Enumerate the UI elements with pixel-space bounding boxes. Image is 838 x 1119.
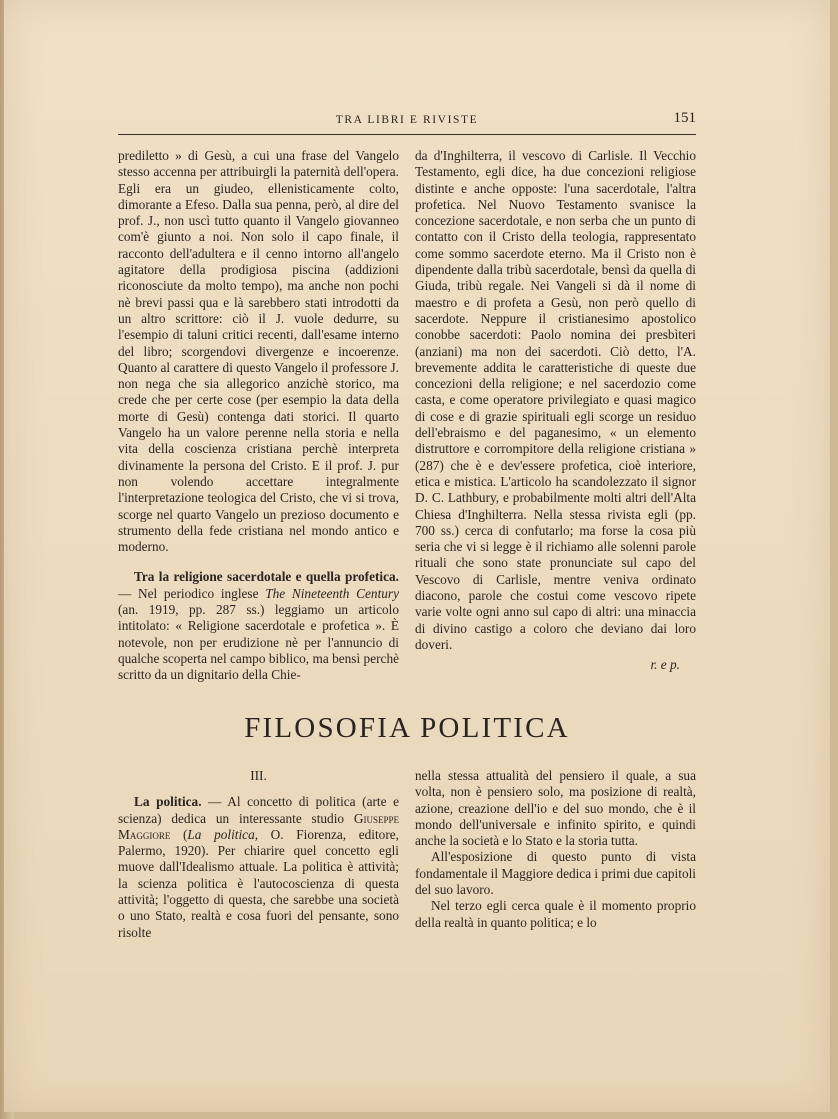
section-title: FILOSOFIA POLITICA bbox=[244, 712, 570, 744]
paragraph-heading: Tra la religione sacerdotale e quella profetica. bbox=[134, 569, 399, 585]
journal-title: The Nineteenth Century bbox=[265, 585, 399, 601]
section-number: III. bbox=[250, 768, 267, 783]
page-header bbox=[118, 108, 696, 135]
paragraph: nella stessa attualità del pensiero il quale, a sua volta, non è pensiero solo, ma posizione di realtà, azione, creazione dell'io e del suo mondo, che è il mondo dell'universale e infinito spirito, e quindi anche la società e lo Stato e la storia tutta. bbox=[415, 768, 696, 849]
paragraph: Nel terzo egli cerca quale è il momento proprio della realtà in quanto politica; e lo bbox=[415, 898, 696, 930]
paragraph bbox=[118, 794, 399, 941]
paragraph: da d'Inghilterra, il vescovo di Carlisle. Il Vecchio Testamento, egli dice, ha due concezioni religiose distinte e anche opposte: l'una sacerdotale, l'altra profetica. Nel Nuovo Testamento svanisce la concezione sacerdotale, e non serba che un punto di contatto con il Cristo della teologia, rappresentato come sommo sacerdote eterno. Ma il Cristo non è dipendente dalla tribù sacerdotale, bensì da quella di Giuda, tribù regale. Nei Vangeli si dà il nome di maestro e di profeta a Gesù, non però quello di sacerdote. Neppure il cristianesimo apostolico conobbe sacerdoti: Paolo nomina dei presbìteri (anziani) ma non dei sacerdoti. Ciò detto, l'A. brevemente addita le caratteristiche di queste due concezioni della religione; e nel sacerdozio come casta, e come operatore privilegiato e quasi magico di cose e di grazie spirituali egli scorge un residuo dell'ebraismo e del paganesimo, « un elemento distruttore e corrompitore della religione cristiana » (287) che è e dev'essere profetica, cioè interiore, etica e mistica. L'articolo ha scandolezzato il signor D. C. Lathbury, e probabilmente molti altri dell'Alta Chiesa d'Inghilterra. Nella stessa rivista egli (pp. 700 ss.) cerca di confutarlo; ma forse la cosa più seria che vi si legge è il richiamo alle solenni parole rituali che sono state pronunciate sul capo del Vescovo di Carlisle, mentre veniva ordinato diacono, parole che costui come vescovo ripete varie volte ogni anno sul capo di altri: una minaccia di divino castigo a coloro che deviano dai loro doveri. bbox=[415, 148, 696, 652]
text-run: (an. 1919, pp. 287 ss.) leggiamo un articolo intitolato: « Religione sacerdotale e profetica ». È notevole, non per erudizione nè per l'annuncio di qualche scoperta nel campo biblico, ma bensì perchè scritto da un dignitario della Chie- bbox=[118, 602, 399, 683]
text-run: — Nel periodico inglese bbox=[118, 585, 266, 601]
right-column-top bbox=[415, 148, 696, 674]
page-number: 151 bbox=[673, 110, 696, 126]
right-column-bottom bbox=[415, 768, 696, 931]
paragraph-heading: La politica. bbox=[134, 794, 202, 810]
text-run: , O. Fiorenza, editore, Palermo, 1920). Per chiarire quel concetto egli muove dall'Idealismo attuale. La politica è attività; la scienza politica è l'autocoscienza di questa attività; l'oggetto di questa, che sarebbe una società o uno Stato, realtà e cosa fuori del pensante, sono risolte bbox=[118, 826, 399, 940]
text-run: ( bbox=[170, 826, 188, 842]
paragraph bbox=[118, 569, 399, 683]
left-column-top bbox=[118, 148, 399, 684]
author-signature: r. e p. bbox=[650, 657, 680, 673]
author-name: Giuseppe Maggiore bbox=[118, 810, 399, 842]
running-title: TRA LIBRI E RIVISTE bbox=[335, 114, 479, 126]
book-title: La politica bbox=[187, 826, 255, 842]
paragraph: All'esposizione di questo punto di vista fondamentale il Maggiore dedica i primi due capitoli del suo lavoro. bbox=[415, 849, 696, 898]
paragraph: prediletto » di Gesù, a cui una frase del Vangelo stesso accenna per attribuirgli la paternità dell'opera. Egli era un giudeo, ellenisticamente colto, dimorante a Efeso. Dalla sua penna, però, al dire del prof. J., non uscì tutto quanto il Vangelo giovanneo com'è giunto a noi. Non solo il capo finale, il racconto dell'adultera e il cenno intorno all'angelo agitatore della prodigiosa piscina (addizioni riconosciute da molto tempo), ma anche non pochi nè brevi passi qua e là sarebbero stati introdotti da un altro scrittore: ciò il J. vuole dedurre, su l'esempio di taluni critici recenti, dall'esame interno del libro; scorgendovi divergenze e incoerenze. Quanto al carattere di questo Vangelo il professore J. non nega che sia allegorico anzichè storico, ma crede che per certe cose (per esempio la data della morte di Gesù) contenga dati storici. Il quarto Vangelo ha un valore perenne nella storia e nella vita della coscienza cristiana perchè interpreta divinamente la persona del Cristo. E il prof. J. pur non volendo accettare integralmente l'interpretazione teologica del Cristo, che vi si trova, scorge nel quarto Vangelo un prezioso documento e strumento della fede cristiana nel mondo antico e moderno. bbox=[118, 148, 399, 555]
text-run: — Al concetto di politica (arte e scienza) dedica un interessante studio bbox=[118, 794, 399, 826]
left-column-bottom bbox=[118, 768, 399, 941]
